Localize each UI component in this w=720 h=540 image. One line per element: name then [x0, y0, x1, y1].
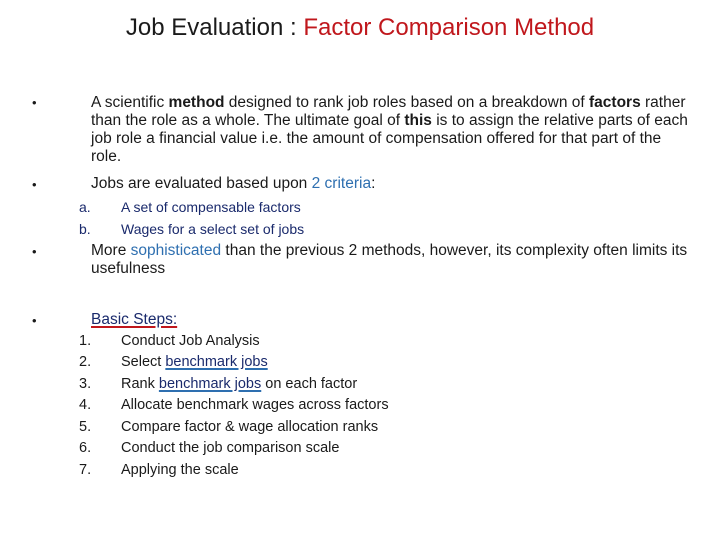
highlight-run: sophisticated [130, 242, 222, 259]
text-run: on each factor [261, 376, 358, 392]
benchmark-jobs-link[interactable]: benchmark jobs [165, 354, 268, 370]
title-accent: Factor Comparison Method [303, 14, 595, 41]
text-run: is to assign the relative parts of each job role a financial value i.e. the amount of compensation offered for that part of the role. [91, 112, 688, 165]
bullet-text-3 [91, 242, 691, 278]
step-number: 7. [79, 462, 92, 478]
text-run: rather than the role as a whole. The ultimate goal of [91, 94, 686, 129]
step-number: 4. [79, 397, 92, 413]
bullet-text-4 [91, 311, 691, 329]
step-text: Conduct Job Analysis [121, 333, 260, 349]
highlight-run: 2 criteria [311, 175, 372, 192]
text-run: Select [121, 354, 166, 370]
bold-run: method [168, 94, 225, 111]
title-prefix: Job Evaluation : [125, 14, 304, 41]
step-number: 1. [79, 333, 92, 349]
bullet-marker-1: • [32, 95, 37, 110]
text-run: Rank [121, 376, 159, 392]
step-number: 2. [79, 354, 92, 370]
text-run: More [91, 242, 131, 259]
bullet-text-1 [91, 94, 691, 166]
step-text: Applying the scale [121, 462, 239, 478]
text-run: than the previous 2 methods, however, its complexity often limits its usefulness [91, 242, 688, 277]
criteria-text: A set of compensable factors [121, 199, 301, 215]
criteria-marker: a. [79, 199, 91, 215]
step-number: 3. [79, 376, 92, 392]
benchmark-jobs-link[interactable]: benchmark jobs [158, 376, 262, 392]
step-text: Compare factor & wage allocation ranks [121, 419, 379, 435]
step-text [121, 374, 681, 396]
bullet-marker-3: • [32, 244, 37, 259]
slide-title [0, 12, 720, 44]
text-run: A scientific [91, 94, 169, 111]
steps-title: Basic Steps: [91, 311, 178, 328]
bullet-text-2 [91, 175, 691, 193]
text-run: : [371, 175, 376, 192]
step-text: Conduct the job comparison scale [121, 440, 340, 456]
criteria-marker: b. [79, 221, 91, 237]
bullet-marker-2: • [32, 177, 37, 192]
criteria-text: Wages for a select set of jobs [121, 221, 305, 237]
bullet-marker-4: • [32, 313, 37, 328]
bold-run: factors [589, 94, 641, 111]
step-text [121, 352, 681, 374]
step-number: 6. [79, 440, 92, 456]
step-number: 5. [79, 419, 92, 435]
text-run: designed to rank job roles based on a breakdown of [224, 94, 585, 111]
step-text: Allocate benchmark wages across factors [121, 397, 389, 413]
bold-run: this [404, 112, 432, 129]
text-run: Jobs are evaluated based upon [91, 175, 312, 192]
